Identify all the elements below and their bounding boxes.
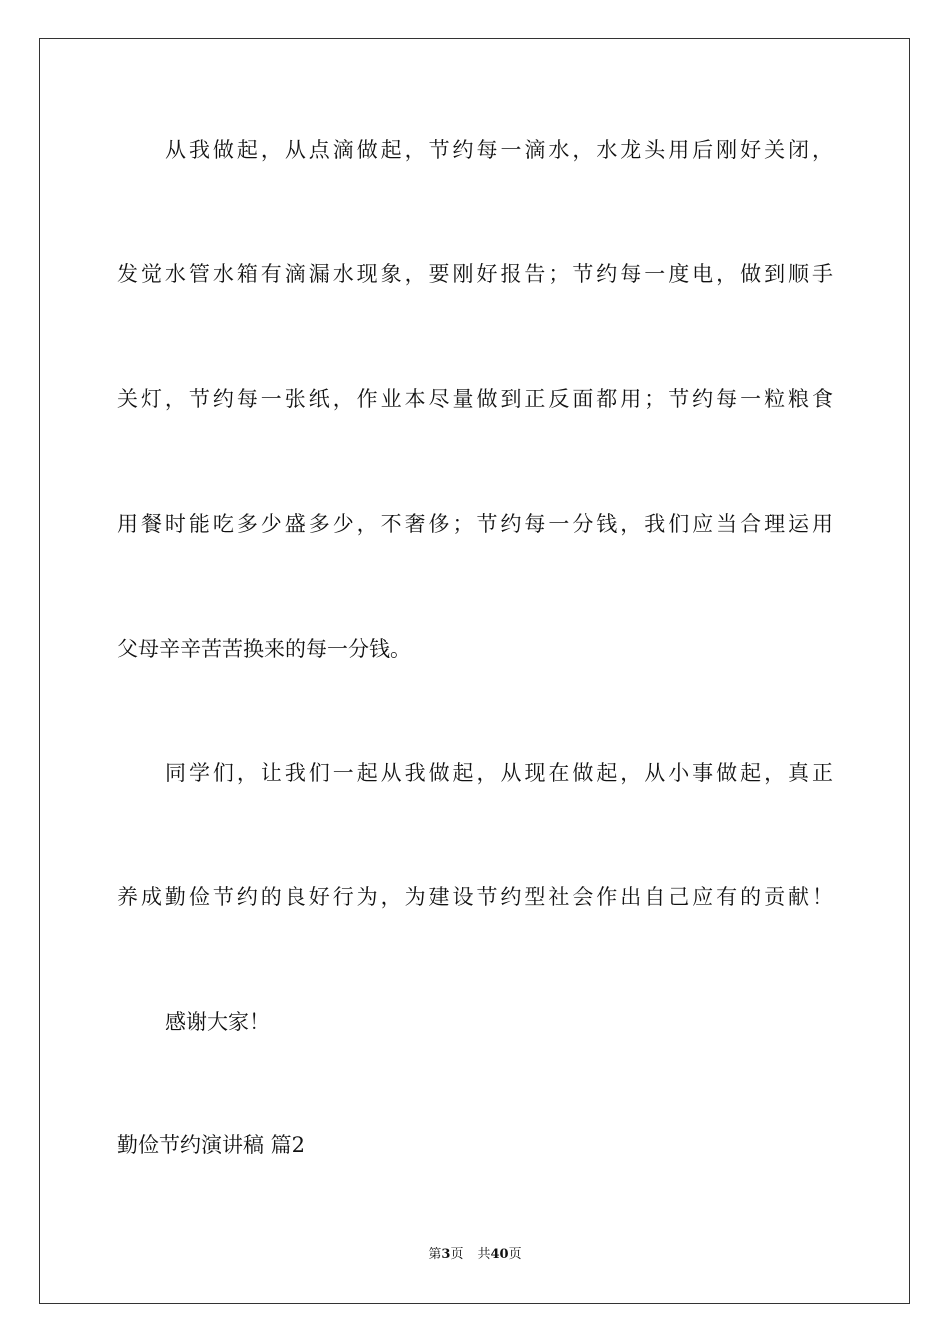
paragraph-2-line-2: 养成勤俭节约的良好行为，为建设节约型社会作出自己应有的贡献！ (117, 885, 833, 909)
paragraph-1-line-1: 从我做起，从点滴做起，节约每一滴水，水龙头用后刚好关闭， (165, 138, 833, 162)
footer-page-suffix: 页 (450, 1247, 464, 1262)
footer-total-prefix: 共 (477, 1247, 491, 1262)
paragraph-3-line-1: 感谢大家！ (165, 1010, 270, 1034)
paragraph-2-line-1: 同学们，让我们一起从我做起，从现在做起，从小事做起，真正 (165, 761, 833, 785)
footer-page-number: 3 (441, 1247, 451, 1262)
section-heading: 勤俭节约演讲稿 篇2 (117, 1133, 306, 1157)
paragraph-1-line-3: 关灯，节约每一张纸，作业本尽量做到正反面都用；节约每一粒粮食 (117, 387, 833, 411)
paragraph-1-line-4: 用餐时能吃多少盛多少，不奢侈；节约每一分钱，我们应当合理运用 (117, 512, 833, 536)
footer-total-pages: 40 (490, 1247, 509, 1262)
footer-total-suffix: 页 (508, 1247, 522, 1262)
paragraph-1-line-5: 父母辛辛苦苦换来的每一分钱。 (117, 637, 411, 661)
page-frame (39, 38, 910, 1304)
paragraph-1-line-2: 发觉水管水箱有滴漏水现象，要刚好报告；节约每一度电，做到顺手 (117, 262, 833, 286)
page-footer (0, 1246, 950, 1264)
footer-page-prefix: 第 (428, 1247, 442, 1262)
